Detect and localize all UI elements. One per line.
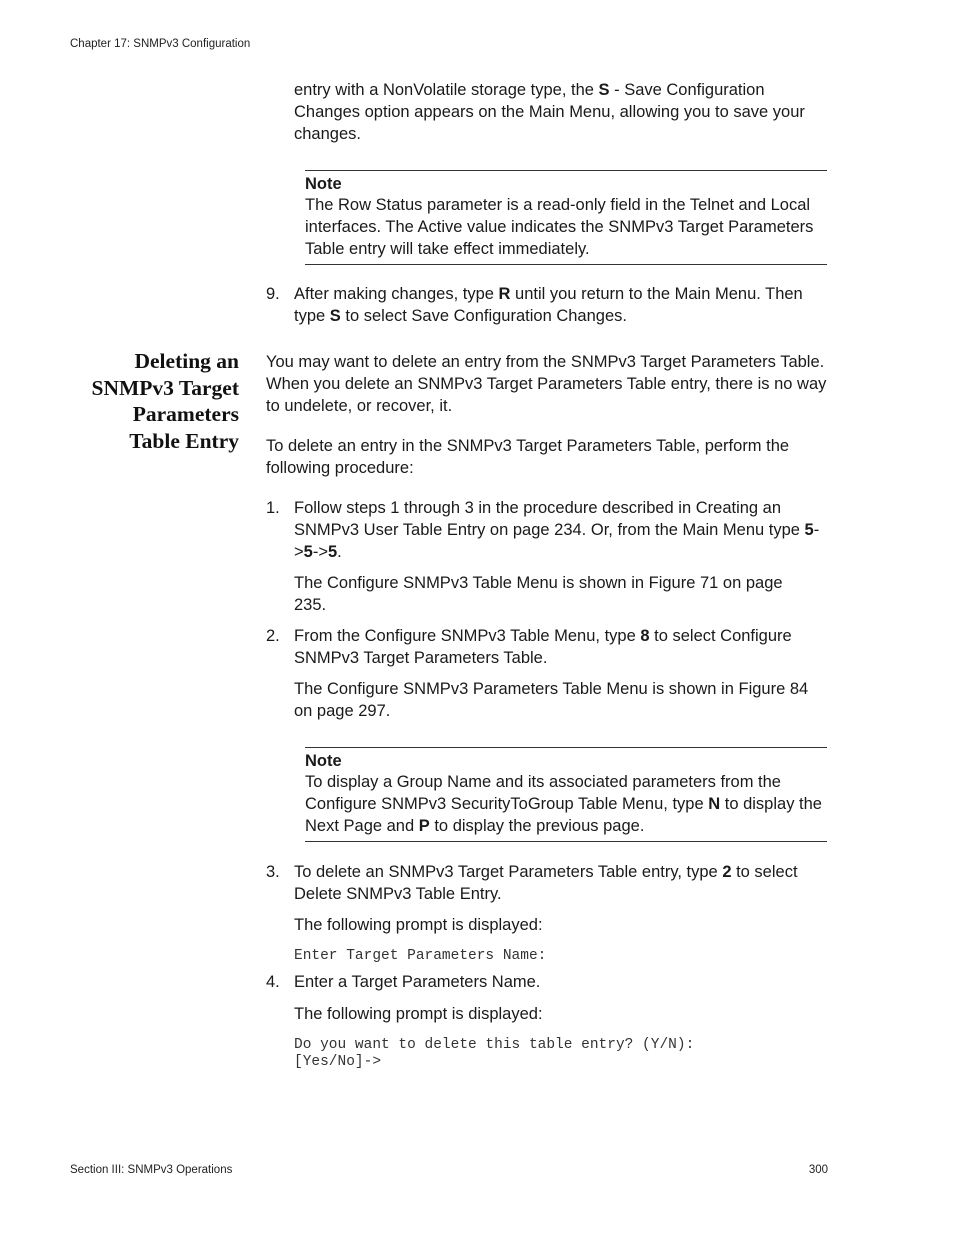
step-3-subtext: The following prompt is displayed: xyxy=(294,916,543,934)
note-title: Note xyxy=(305,752,342,770)
step-number: 9. xyxy=(266,285,280,303)
step-3-text: To delete an SNMPv3 Target Parameters Table entry, type 2 to select Delete SNMPv3 Table Entry. xyxy=(294,863,798,903)
step-2-subtext: The Configure SNMPv3 Parameters Table Menu is shown in Figure 84 on page 297. xyxy=(294,680,809,720)
section-paragraph-2: To delete an entry in the SNMPv3 Target Parameters Table, perform the following procedure: xyxy=(266,437,790,477)
step-1-text: Follow steps 1 through 3 in the procedure described in Creating an SNMPv3 User Table Entry on page 234. Or, from the Main Menu type 5->5->5. xyxy=(294,499,820,561)
step-4-subtext: The following prompt is displayed: xyxy=(294,1005,543,1023)
step-number: 3. xyxy=(266,863,280,881)
note-box-group-name xyxy=(305,747,827,842)
running-footer-section: Section III: SNMPv3 Operations xyxy=(70,1164,233,1176)
intro-paragraph: entry with a NonVolatile storage type, the S - Save Configuration Changes option appears on the Main Menu, allowing you to save your changes. xyxy=(294,81,805,143)
section-heading: Deleting an SNMPv3 Target Parameters Table Entry xyxy=(91,349,239,453)
code-prompt-target-name: Enter Target Parameters Name: xyxy=(294,948,547,964)
step-9-text: After making changes, type R until you return to the Main Menu. Then type S to select Save Configuration Changes. xyxy=(294,285,803,325)
step-4-text: Enter a Target Parameters Name. xyxy=(294,973,541,991)
running-header: Chapter 17: SNMPv3 Configuration xyxy=(70,38,251,50)
note-title: Note xyxy=(305,175,342,193)
step-number: 4. xyxy=(266,973,280,991)
note-text: To display a Group Name and its associated parameters from the Configure SNMPv3 SecurityToGroup Table Menu, type N to display the Next Page and P to display the previous page. xyxy=(305,773,822,835)
note-text: The Row Status parameter is a read-only field in the Telnet and Local interfaces. The Active value indicates the SNMPv3 Target Parameters Table entry will take effect immediately. xyxy=(305,196,814,258)
step-number: 1. xyxy=(266,499,280,517)
page-number: 300 xyxy=(808,1164,828,1176)
section-paragraph-1: You may want to delete an entry from the SNMPv3 Target Parameters Table. When you delete an SNMPv3 Target Parameters Table entry, there is no way to undelete, or recover, it. xyxy=(266,353,827,415)
step-2-text: From the Configure SNMPv3 Table Menu, type 8 to select Configure SNMPv3 Target Parameters Table. xyxy=(294,627,792,667)
step-number: 2. xyxy=(266,627,280,645)
step-1-subtext: The Configure SNMPv3 Table Menu is shown in Figure 71 on page 235. xyxy=(294,574,783,614)
note-box-row-status xyxy=(305,170,827,265)
code-prompt-delete-confirm: Do you want to delete this table entry? (Y/N): [Yes/No]-> xyxy=(294,1037,695,1070)
